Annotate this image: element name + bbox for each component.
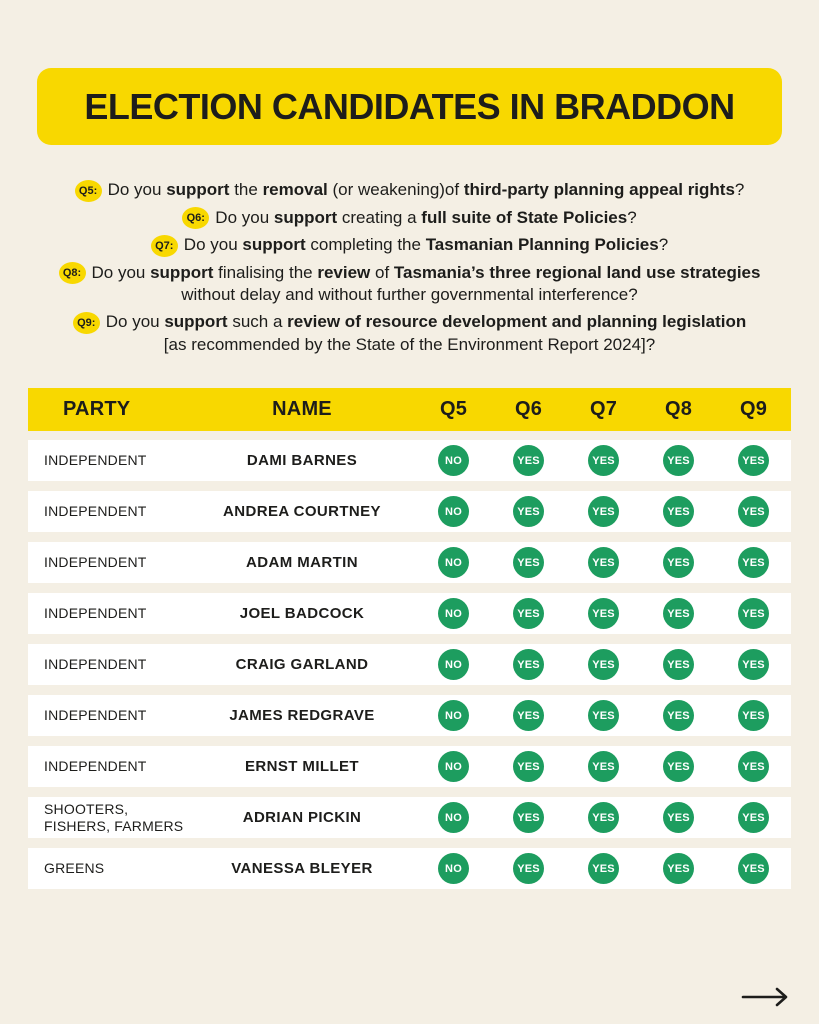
party-cell: INDEPENDENT [44,605,147,621]
name-cell: JOEL BADCOCK [239,605,365,622]
answer-badge-yes: YES [588,547,619,578]
answer-cell [641,649,716,680]
table-row [28,593,791,634]
question-q7 [0,234,819,257]
answer-cell [641,547,716,578]
answer-badge-yes: YES [588,853,619,884]
answer-cell [716,649,791,680]
answer-badge-yes: YES [513,649,544,680]
questions-list [0,179,819,361]
answer-cell [641,853,716,884]
question-text: completing the [305,235,426,255]
answer-cell [716,751,791,782]
question-text: [as recommended by the State of the Environment Report 2024]? [163,334,656,354]
table-row [28,542,791,583]
answer-cell [416,547,491,578]
answer-badge-yes: YES [663,700,694,731]
question-number-badge: Q6: [182,207,209,229]
answer-cell [566,700,641,731]
answer-badge-yes: YES [738,547,769,578]
answer-badge-yes: YES [738,598,769,629]
answer-cell [716,700,791,731]
question-number-badge: Q8: [59,262,86,284]
answer-badge-yes: YES [663,547,694,578]
question-text-bold: review [317,262,371,282]
question-text: of [370,262,394,282]
answer-badge-yes: YES [738,802,769,833]
answer-cell [641,802,716,833]
answer-cell [491,598,566,629]
party-cell: GREENS [44,860,105,876]
answer-cell [416,751,491,782]
column-header-q6: Q6 [514,398,543,420]
column-header-q5: Q5 [439,398,468,420]
answer-cell [566,751,641,782]
answer-badge-no: NO [438,802,469,833]
question-text-bold: removal [262,180,328,199]
table-row [28,440,791,481]
answer-badge-no: NO [438,598,469,629]
question-line [0,234,819,257]
question-text-bold: Tasmania’s three regional land use strategies [393,262,761,282]
answer-badge-yes: YES [513,598,544,629]
name-cell: ANDREA COURTNEY [223,503,381,520]
question-text-bold: full suite of State Policies [421,207,628,227]
answer-badge-no: NO [438,649,469,680]
answer-cell [566,445,641,476]
answer-badge-no: NO [438,700,469,731]
answer-badge-yes: YES [738,445,769,476]
answer-badge-yes: YES [663,598,694,629]
answer-badge-yes: YES [738,751,769,782]
question-text-bold: support [150,262,214,282]
question-line [0,334,819,356]
question-number-badge: Q5: [75,180,102,202]
answer-badge-yes: YES [513,496,544,527]
table-row [28,797,791,838]
answer-cell [416,853,491,884]
answer-badge-yes: YES [513,547,544,578]
answer-cell [566,598,641,629]
question-text: Do you [183,235,243,255]
answer-badge-yes: YES [738,496,769,527]
next-arrow[interactable] [741,986,791,1008]
name-cell: ERNST MILLET [245,758,359,775]
answer-cell [716,547,791,578]
answer-badge-yes: YES [588,649,619,680]
question-text: Do you [107,180,167,199]
answer-cell [566,802,641,833]
answer-cell [491,802,566,833]
question-line [0,284,819,306]
name-cell: VANESSA BLEYER [231,860,373,877]
question-line [0,311,819,334]
answer-cell [716,445,791,476]
answer-cell [566,547,641,578]
answer-badge-yes: YES [663,802,694,833]
answer-badge-no: NO [438,445,469,476]
name-cell: JAMES REDGRAVE [229,707,375,724]
title-banner [37,68,782,145]
answer-cell [716,496,791,527]
answer-badge-yes: YES [513,853,544,884]
arrow-right-icon [741,986,791,1008]
answer-cell [416,802,491,833]
party-cell: INDEPENDENT [44,656,147,672]
answer-badge-yes: YES [513,751,544,782]
party-cell: INDEPENDENT [44,758,147,774]
party-cell: INDEPENDENT [44,707,147,723]
question-text: Do you [215,207,274,227]
column-header-q7: Q7 [589,398,618,420]
party-cell: INDEPENDENT [44,452,147,468]
answer-badge-yes: YES [738,853,769,884]
question-text: ? [627,207,637,227]
question-text: ? [658,235,669,255]
answer-cell [491,700,566,731]
column-header-name: NAME [272,398,332,420]
question-text: creating a [337,207,422,227]
answer-cell [641,700,716,731]
table-row [28,746,791,787]
table-header [28,388,791,431]
column-header-party: PARTY [63,398,131,420]
question-text-bold: support [166,180,230,199]
answer-cell [491,496,566,527]
question-text-bold: third-party planning appeal rights [463,180,735,199]
question-line [0,207,819,230]
answer-cell [491,547,566,578]
answer-badge-no: NO [438,751,469,782]
question-text-bold: review of resource development and planning legislation [287,312,747,332]
question-number-badge: Q9: [73,312,100,334]
party-cell: INDEPENDENT [44,554,147,570]
answer-badge-no: NO [438,496,469,527]
question-text: such a [227,312,288,332]
question-q9 [0,311,819,356]
question-q5 [0,179,819,202]
answer-cell [641,496,716,527]
answer-badge-yes: YES [588,598,619,629]
answer-cell [716,802,791,833]
answer-cell [641,751,716,782]
question-text: finalising the [213,262,318,282]
answer-cell [641,598,716,629]
candidates-table [28,388,791,889]
answer-cell [416,700,491,731]
answer-badge-yes: YES [663,853,694,884]
party-cell: SHOOTERS, FISHERS, FARMERS [44,800,184,834]
page-title: ELECTION CANDIDATES IN BRADDON [84,85,735,127]
table-row [28,848,791,889]
table-row [28,491,791,532]
answer-cell [416,445,491,476]
question-text-bold: Tasmanian Planning Policies [425,235,659,255]
answer-cell [491,445,566,476]
table-row [28,695,791,736]
name-cell: ADRIAN PICKIN [242,809,362,826]
answer-cell [716,598,791,629]
question-text: (or weakening)of [327,180,464,199]
name-cell: ADAM MARTIN [246,554,358,571]
question-text-bold: support [164,312,228,332]
answer-badge-yes: YES [663,496,694,527]
question-text: Do you [105,312,165,332]
answer-cell [491,751,566,782]
answer-badge-yes: YES [588,751,619,782]
answer-badge-yes: YES [588,802,619,833]
answer-badge-no: NO [438,547,469,578]
question-q6 [0,207,819,230]
answer-cell [491,853,566,884]
answer-cell [416,649,491,680]
answer-badge-yes: YES [663,445,694,476]
answer-cell [641,445,716,476]
answer-badge-yes: YES [738,649,769,680]
question-number-badge: Q7: [151,235,178,257]
question-text: Do you [91,262,151,282]
answer-cell [566,853,641,884]
answer-badge-yes: YES [588,700,619,731]
answer-cell [566,496,641,527]
answer-cell [716,853,791,884]
question-line [0,262,819,285]
table-body [28,440,791,889]
answer-badge-no: NO [438,853,469,884]
answer-cell [416,496,491,527]
name-cell: DAMI BARNES [246,452,358,469]
answer-badge-yes: YES [588,445,619,476]
question-q8 [0,262,819,307]
column-header-q8: Q8 [664,398,693,420]
question-text: the [229,180,263,199]
question-text: ? [734,180,745,199]
answer-badge-yes: YES [663,649,694,680]
answer-badge-yes: YES [738,700,769,731]
table-row [28,644,791,685]
question-text-bold: support [242,235,306,255]
answer-badge-yes: YES [513,700,544,731]
answer-badge-yes: YES [513,802,544,833]
column-header-q9: Q9 [739,398,768,420]
answer-badge-yes: YES [663,751,694,782]
name-cell: CRAIG GARLAND [235,656,369,673]
answer-badge-yes: YES [588,496,619,527]
question-text: without delay and without further governmental interference? [181,285,638,305]
answer-badge-yes: YES [513,445,544,476]
question-line [0,179,819,202]
answer-cell [416,598,491,629]
answer-cell [566,649,641,680]
party-cell: INDEPENDENT [44,503,147,519]
question-text-bold: support [273,207,338,227]
answer-cell [491,649,566,680]
